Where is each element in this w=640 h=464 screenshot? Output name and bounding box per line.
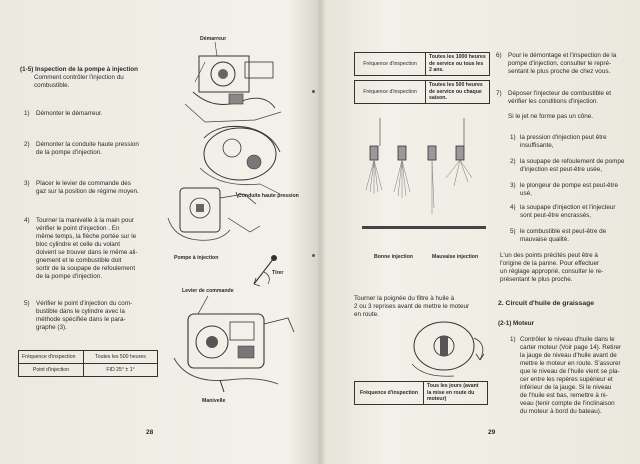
label-demarreur: Démarreur (200, 36, 227, 42)
cause-4-line-1: la soupape d'injection et l'injecteur (520, 204, 616, 211)
label-bonne-injection: Bonne injection (374, 254, 413, 260)
label-mauvaise-injection: Mauvaise injection (432, 254, 479, 260)
step-5-line-4: graphe (3). (36, 324, 67, 331)
cause-1-num: 1) (510, 134, 516, 141)
step-5-line-3: méthode spécifiée dans le para- (36, 316, 126, 323)
step-6-num: 6) (496, 52, 502, 59)
cause-1-line-2: insuffisante, (520, 142, 554, 149)
step-1-num: 1) (24, 110, 30, 117)
inspection-table-1 (354, 52, 490, 76)
table-row (19, 364, 158, 377)
cause-4-num: 4) (510, 204, 516, 211)
section-2-subtitle: (2-1) Moteur (498, 320, 535, 327)
step-2-line-2: de la pompe d'injection. (36, 149, 102, 156)
cause-2-num: 2) (510, 158, 516, 165)
label-tirer: Tirer (272, 270, 284, 276)
step-4-line-5: doivent se trouver dans le même ali- (36, 249, 138, 256)
step-6-line-1: Pour le démontage et l'inspection de la (508, 52, 617, 59)
table-cell: Toutes les 500 heures (84, 351, 158, 364)
cause-2-line-1: la soupape de refoulement de pompe (520, 158, 625, 165)
table-cell: Toutes les 1000 heures de service ou tous les 2 ans. (426, 53, 490, 76)
table-cell: Fréquence d'inspection (355, 382, 424, 405)
page-number-left: 28 (146, 429, 154, 436)
cause-3-line-2: usé, (520, 190, 532, 197)
step-4-line-4: bloc cylindre et celle du volant (36, 241, 121, 248)
step-6-line-2: pompe d'injection, consulter le repré- (508, 60, 612, 67)
step-2-num: 2) (24, 141, 30, 148)
cause-5-line-2: mauvaise qualité. (520, 236, 570, 243)
step-4-line-7: sortir de la soupape de refoulement (36, 265, 136, 272)
step-4-line-6: gnement et le combustible doit (36, 257, 122, 264)
moteur-line-9: veau (tenir compte de l'inclinaison (520, 400, 615, 407)
table-row (355, 53, 490, 76)
moteur-line-4: mettre le moteur en route. S'assurer (520, 360, 621, 367)
step-3-num: 3) (24, 180, 30, 187)
conclusion-line-3: un réglage approprié, consulter le re- (500, 268, 604, 275)
inspection-table-left (18, 350, 158, 377)
table-cell: Fréquence d'inspection (355, 53, 426, 76)
step-3-line-2: gaz sur la position de régime moyen. (36, 188, 139, 195)
inspection-table-2 (354, 80, 490, 104)
filter-text-3: en route. (354, 311, 379, 318)
cause-4-line-2: sont peut-être encrassés, (520, 212, 592, 219)
moteur-line-6: cer entre les repères supérieur et (520, 376, 613, 383)
binding-dot (312, 254, 315, 257)
label-pompe: Pompe à injection (174, 255, 219, 261)
cause-5-num: 5) (510, 228, 516, 235)
conclusion-line-1: L'un des points précités peut être à (500, 252, 598, 259)
step-4-line-1: Tourner la manivelle à la main pour (36, 217, 135, 224)
table-cell: Toutes les 500 heures de service ou chaque saison. (426, 81, 490, 104)
step-5-line-1: Vérifier le point d'injection du com- (36, 300, 133, 307)
table-cell: Tous les jours (avant la mise en route du moteur) (424, 382, 488, 405)
injection-spray-illustration (360, 118, 490, 238)
table-cell: FID 25° ± 1° (84, 364, 158, 377)
moteur-line-7: inférieur de la jauge. Si le niveau (520, 384, 612, 391)
section-2-title: 2. Circuit d'huile de graissage (498, 300, 595, 307)
nozzle-good (370, 146, 464, 160)
step-4-num: 4) (24, 217, 30, 224)
table-cell: Point d'injection (19, 364, 84, 377)
step-4-line-2: vérifier le point d'injection . En (36, 225, 120, 232)
cause-1-line-1: la pression d'injection peut être (520, 134, 607, 141)
cause-2-line-2: d'injection est peut-être usée, (520, 166, 603, 173)
moteur-line-8: de l'huile est bas, remettre à ni- (520, 392, 608, 399)
moteur-line-10: du moteur à bord du bateau). (520, 408, 602, 415)
pump-illustration (160, 178, 270, 258)
note-text: Si le jet ne forme pas un cône. (508, 113, 594, 120)
conclusion-line-2: l'origine de la panne. Pour effectuer (500, 260, 600, 267)
step-7-line-2: vérifier les conditions d'injection. (508, 98, 599, 105)
step-5-line-2: bustible dans le cylindre avec la (36, 308, 125, 315)
inspection-table-3 (354, 381, 488, 405)
label-conduite: Conduite haute pression (238, 193, 299, 199)
table-cell: Fréquence d'inspection (355, 81, 426, 104)
filter-text-2: 2 ou 3 reprises avant de mettre le moteur (354, 303, 470, 310)
table-row (19, 351, 158, 364)
crank-engine-illustration (168, 288, 298, 398)
step-4-line-3: même temps, la flèche portée sur le (36, 233, 137, 240)
step-7-num: 7) (496, 90, 502, 97)
starter-illustration (185, 42, 285, 127)
cause-5-line-1: le combustible est peut-être de (520, 228, 607, 235)
table-row (355, 81, 490, 104)
page-number-right: 29 (488, 429, 496, 436)
right-page (320, 0, 640, 464)
moteur-line-2: carter moteur (Voir page 14). Retirer (520, 344, 622, 351)
label-manivelle: Manivelle (202, 398, 226, 404)
section-subtitle-2: combustible. (34, 82, 70, 89)
moteur-line-3: la jauge de niveau d'huile avant de (520, 352, 617, 359)
section-subtitle-1: Comment contrôler l'injection du (34, 74, 124, 81)
table-row (355, 382, 488, 405)
cause-3-line-1: le plongeur de pompe est peut-être (520, 182, 619, 189)
table-cell: Fréquence d'inspection (19, 351, 84, 364)
step-5-num: 5) (24, 300, 30, 307)
step-3-line-1: Placer le levier de commande des (36, 180, 131, 187)
label-levier: Levier de commande (182, 288, 234, 294)
moteur-step-num: 1) (510, 336, 516, 343)
step-4-line-8: de la pompe d'injection. (36, 273, 102, 280)
step-6-line-3: sentant le plus proche de chez vous. (508, 68, 611, 75)
moteur-line-1: Contrôler le niveau d'huile dans le (520, 336, 615, 343)
step-1-line: Démonter le démarreur. (36, 110, 103, 117)
step-7-line-1: Déposer l'injecteur de combustible et (508, 90, 612, 97)
section-title: (1-5) Inspection de la pompe à injection (20, 66, 138, 73)
filter-text-1: Tourner la poignée du filtre à huile à (354, 295, 455, 302)
cause-3-num: 3) (510, 182, 516, 189)
step-2-line-1: Démonter la conduite haute pression (36, 141, 139, 148)
moteur-line-5: que le niveau de l'huile vient se pla- (520, 368, 620, 375)
conclusion-line-4: présentant le plus proche. (500, 276, 573, 283)
oil-filter-illustration (404, 316, 494, 386)
binding-dot (312, 90, 315, 93)
